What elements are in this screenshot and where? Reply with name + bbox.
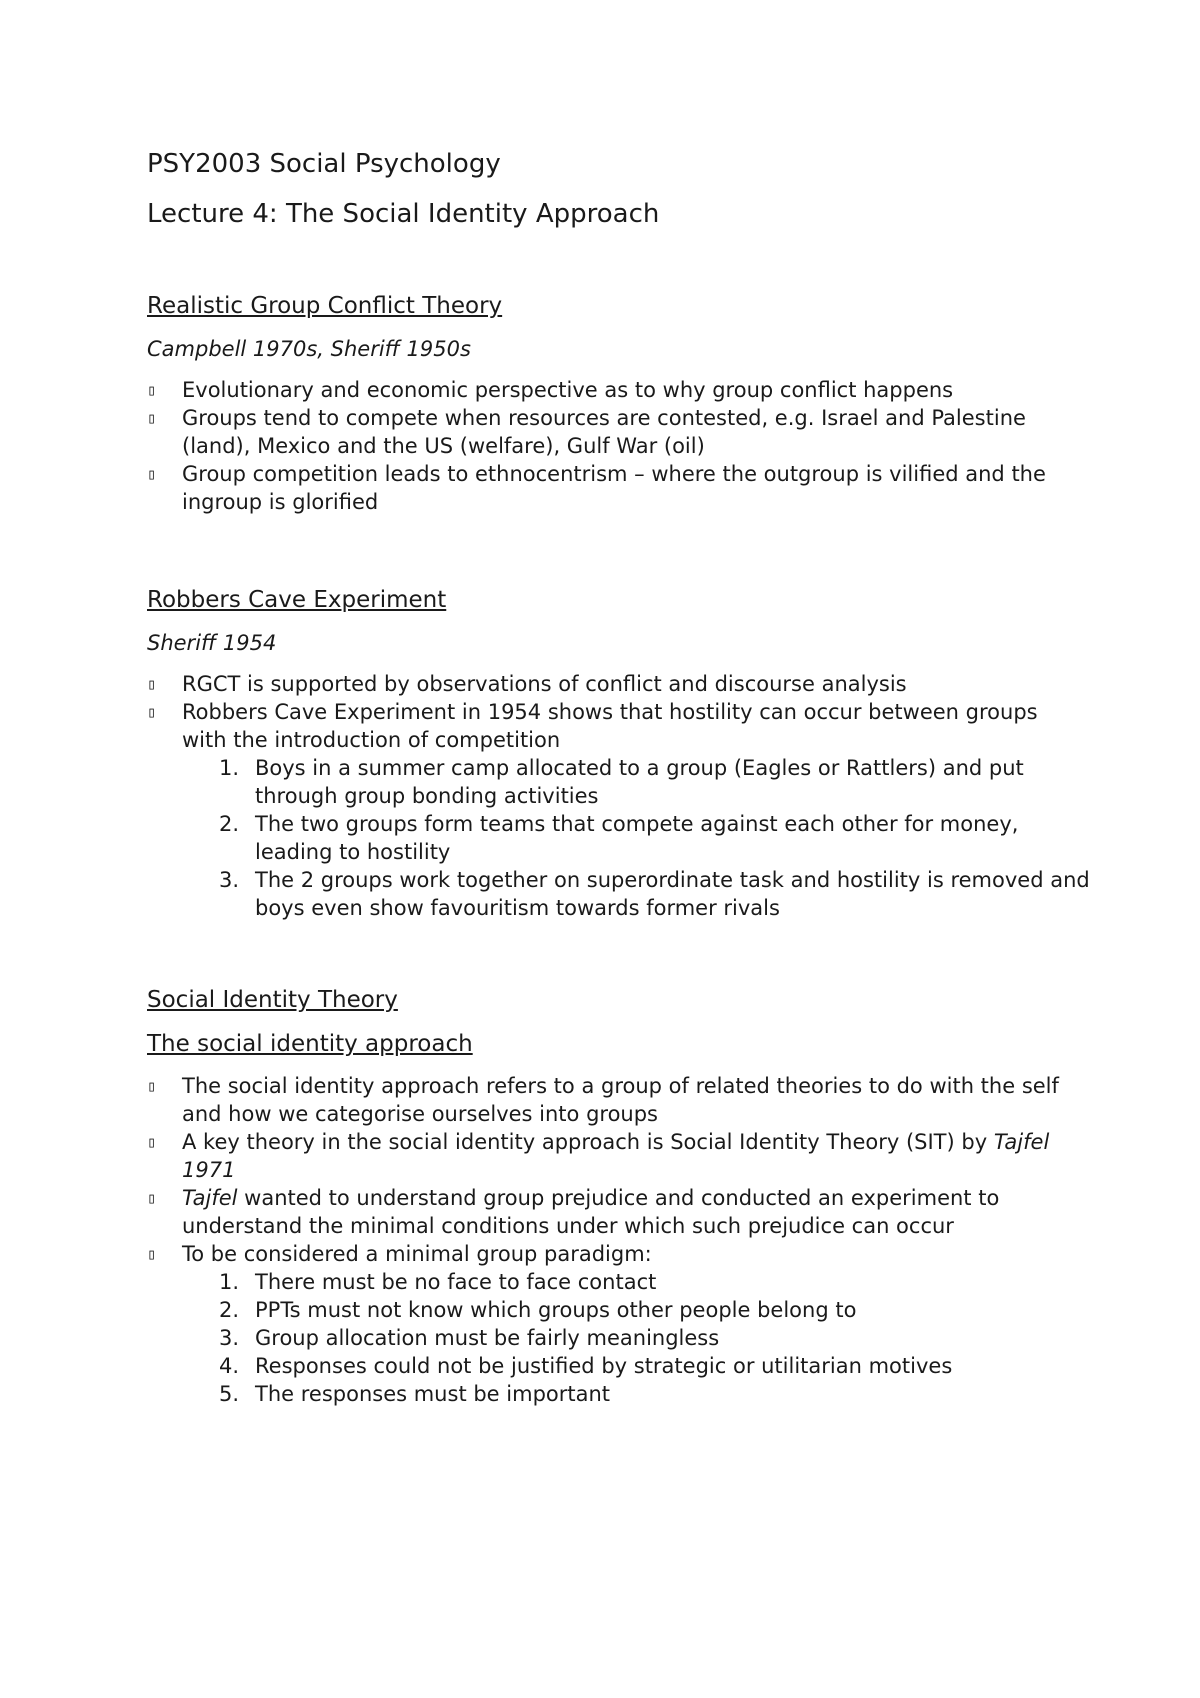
list-item	[147, 1184, 1067, 1240]
bullet-icon: ▯	[147, 409, 157, 427]
numbered-list-sit	[147, 1268, 1102, 1408]
section-heading-rce: Robbers Cave Experiment	[147, 587, 447, 613]
numbered-item	[147, 1324, 1102, 1352]
item-number: 2.	[219, 1298, 240, 1322]
list-item	[147, 404, 1067, 460]
list-item-text: To be considered a minimal group paradigm:	[182, 1242, 652, 1266]
section-authors-rce: Sheriff 1954	[147, 631, 277, 655]
section-heading-sit: Social Identity Theory	[147, 987, 398, 1013]
item-number: 1.	[219, 1270, 240, 1294]
numbered-item	[147, 1268, 1102, 1296]
numbered-item-text: There must be no face to face contact	[255, 1270, 657, 1294]
numbered-item-text: The two groups form teams that compete against each other for money, leading to hostility	[255, 812, 1019, 864]
numbered-item-text: Boys in a summer camp allocated to a group (Eagles or Rattlers) and put through group bonding activities	[255, 756, 1024, 808]
item-number: 3.	[219, 1326, 240, 1350]
numbered-item	[147, 1296, 1102, 1324]
bullet-icon: ▯	[147, 703, 157, 721]
list-item	[147, 1128, 1067, 1184]
bullet-list-rgct	[147, 376, 1067, 516]
numbered-list-rce	[147, 754, 1102, 922]
numbered-item-text: The responses must be important	[255, 1382, 611, 1406]
bullet-list-rce	[147, 670, 1067, 754]
list-item-text: A key theory in the social identity approach is Social Identity Theory (SIT) by	[182, 1130, 994, 1154]
item-number: 3.	[219, 868, 240, 892]
bullet-icon: ▯	[147, 675, 157, 693]
subsection-heading-sia: The social identity approach	[147, 1031, 473, 1057]
section-heading-rgct: Realistic Group Conflict Theory	[147, 293, 503, 319]
list-item	[147, 670, 1067, 698]
bullet-icon: ▯	[147, 1189, 157, 1207]
citation-italic: Tajfel 1971	[182, 1130, 1050, 1182]
lecture-title: Lecture 4: The Social Identity Approach	[147, 199, 660, 229]
bullet-icon: ▯	[147, 1245, 157, 1263]
list-item	[147, 460, 1067, 516]
numbered-item-text: PPTs must not know which groups other people belong to	[255, 1298, 857, 1322]
bullet-icon: ▯	[147, 1133, 157, 1151]
bullet-icon: ▯	[147, 465, 157, 483]
numbered-item-text: Group allocation must be fairly meaningless	[255, 1326, 720, 1350]
list-item-text: RGCT is supported by observations of conflict and discourse analysis	[182, 672, 907, 696]
list-item-text: Group competition leads to ethnocentrism – where the outgroup is vilified and the ingroup is glorified	[182, 462, 1046, 514]
numbered-item	[147, 1352, 1102, 1380]
item-number: 4.	[219, 1354, 240, 1378]
list-item-text: Evolutionary and economic perspective as to why group conflict happens	[182, 378, 954, 402]
item-number: 5.	[219, 1382, 240, 1406]
list-item-text: Groups tend to compete when resources are contested, e.g. Israel and Palestine (land), Mexico and the US (welfare), Gulf War (oil)	[182, 406, 1026, 458]
list-item-text: The social identity approach refers to a group of related theories to do with the self and how we categorise ourselves into groups	[182, 1074, 1059, 1126]
bullet-icon: ▯	[147, 1077, 157, 1095]
list-item	[147, 698, 1067, 754]
page-title: PSY2003 Social Psychology	[147, 149, 501, 179]
list-item	[147, 376, 1067, 404]
numbered-item	[147, 1380, 1102, 1408]
numbered-item	[147, 810, 1102, 866]
item-number: 1.	[219, 756, 240, 780]
citation-italic: Tajfel	[182, 1186, 238, 1210]
numbered-item	[147, 754, 1102, 810]
list-item-text: Robbers Cave Experiment in 1954 shows that hostility can occur between groups with the introduction of competition	[182, 700, 1038, 752]
item-number: 2.	[219, 812, 240, 836]
list-item-text: wanted to understand group prejudice and conducted an experiment to understand the minimal conditions under which such prejudice can occur	[182, 1186, 1000, 1238]
numbered-item-text: Responses could not be justified by strategic or utilitarian motives	[255, 1354, 953, 1378]
bullet-icon: ▯	[147, 381, 157, 399]
list-item	[147, 1072, 1067, 1128]
section-authors-rgct: Campbell 1970s, Sheriff 1950s	[147, 337, 471, 361]
numbered-item-text: The 2 groups work together on superordinate task and hostility is removed and boys even show favouritism towards former rivals	[255, 868, 1090, 920]
list-item	[147, 1240, 1067, 1268]
numbered-item	[147, 866, 1102, 922]
bullet-list-sit	[147, 1072, 1067, 1268]
